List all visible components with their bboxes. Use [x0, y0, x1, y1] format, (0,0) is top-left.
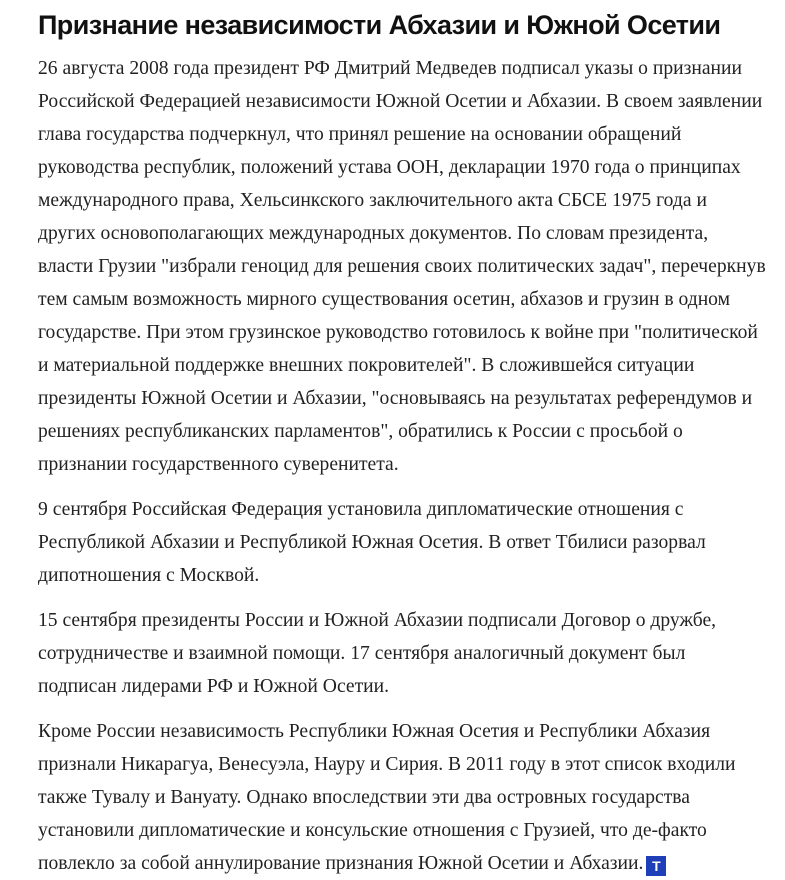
article-paragraph-3: 15 сентября президенты России и Южной Абхазии подписали Договор о дружбе, сотрудничестве и взаимной помощи. 17 сентября аналогичный документ был подписан лидерами РФ и Южной Осетии.	[38, 610, 717, 697]
article-paragraph-4-text: Кроме России независимость Республики Южная Осетия и Республики Абхазия признали Никарагуа, Венесуэла, Науру и Сирия. В 2011 году в этот список входили также Тувалу и Вануату. Однако впоследствии эти два островных государства установили дипломатические и консульские отношения с Грузией, что де-факто повлекло за собой аннулирование признания Южной Осетии и Абхазии.	[38, 721, 736, 874]
article-paragraph-4	[38, 715, 768, 880]
article	[38, 8, 768, 880]
article-title: Признание независимости Абхазии и Южной Осетии	[38, 10, 721, 40]
tass-logo-icon: Т	[646, 856, 666, 876]
article-paragraph-2: 9 сентября Российская Федерация установила дипломатические отношения с Республикой Абхазии и Республикой Южная Осетия. В ответ Тбилиси разорвал дипотношения с Москвой.	[38, 499, 706, 586]
article-paragraph-1: 26 августа 2008 года президент РФ Дмитрий Медведев подписал указы о признании Российской Федерацией независимости Южной Осетии и Абхазии. В своем заявлении глава государства подчеркнул, что принял решение на основании обращений руководства республик, положений устава ООН, декларации 1970 года о принципах международного права, Хельсинкского заключительного акта СБСЕ 1975 года и других основополагающих международных документов. По словам президента, власти Грузии "избрали геноцид для решения своих политических задач", перечеркнув тем самым возможность мирного существования осетин, абхазов и грузин в одном государстве. При этом грузинское руководство готовилось к войне при "политической и материальной поддержке внешних покровителей". В сложившейся ситуации президенты Южной Осетии и Абхазии, "основываясь на результатах референдумов и решениях республиканских парламентов", обратились к России с просьбой о признании государственного суверенитета.	[38, 58, 766, 475]
